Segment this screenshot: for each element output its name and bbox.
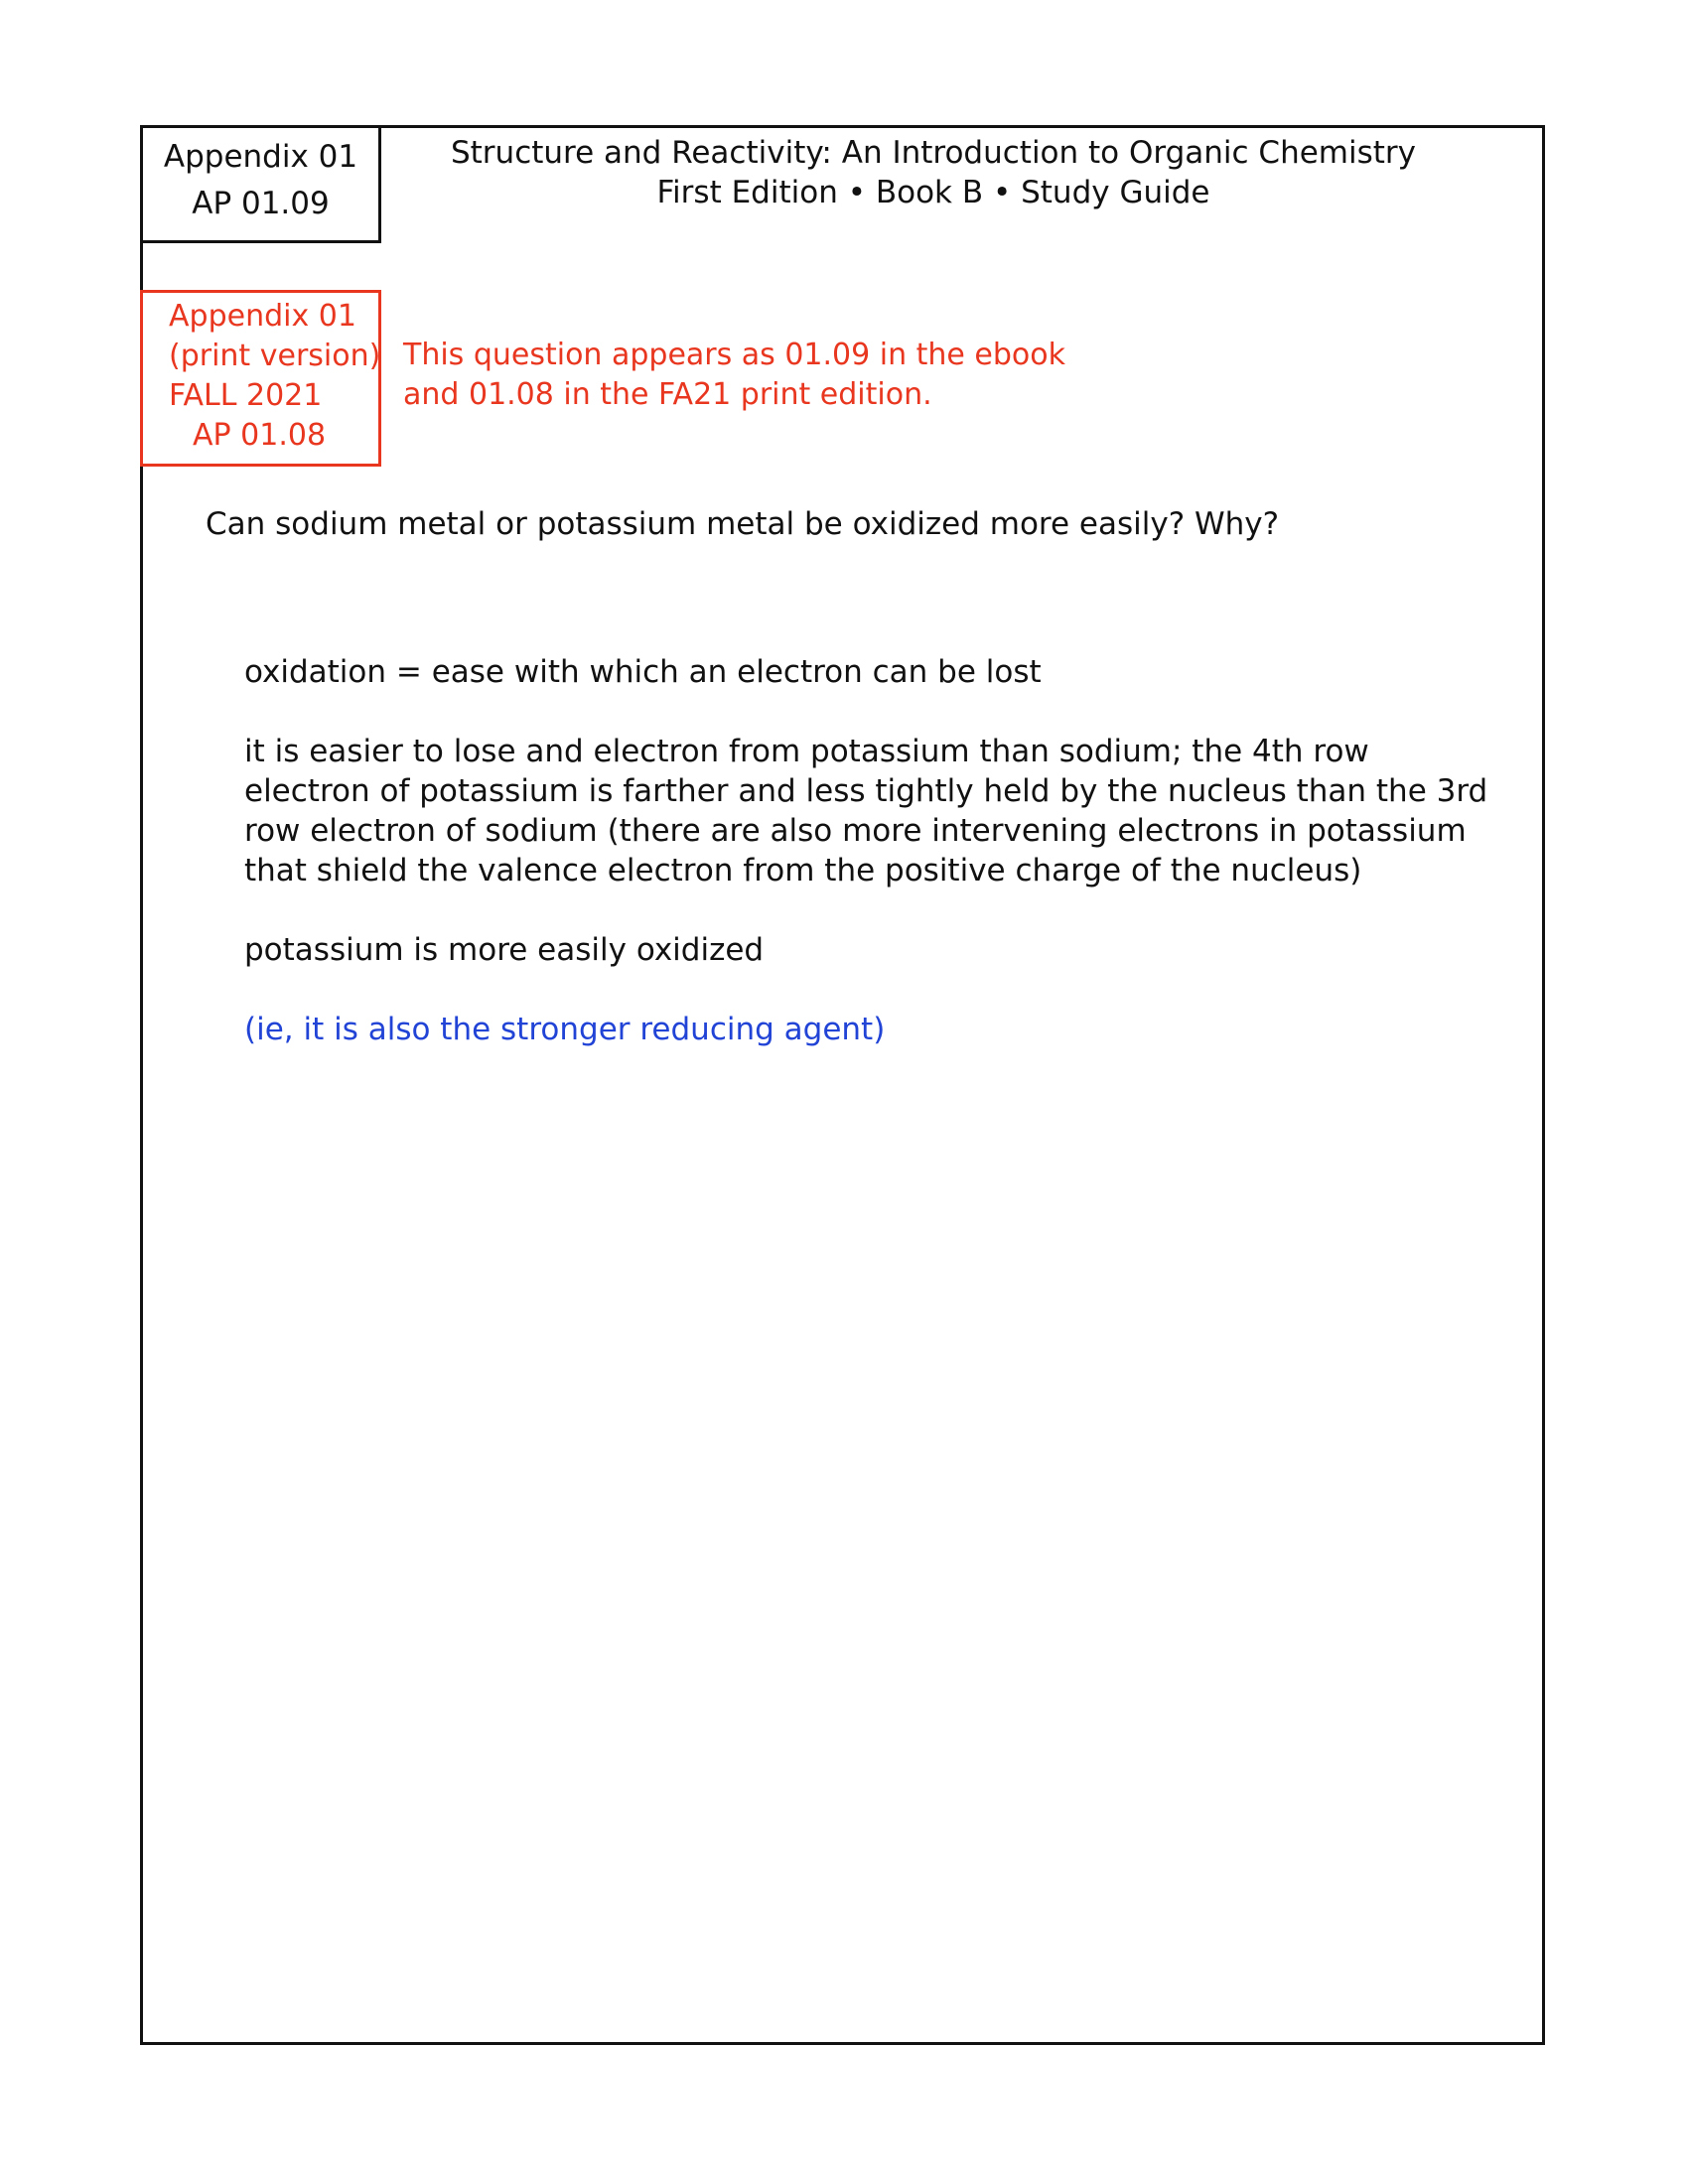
- appendix-id-box: [140, 125, 381, 243]
- appendix-code: AP 01.09: [192, 186, 330, 221]
- book-title-line-1: Structure and Reactivity: An Introduction to Organic Chemistry: [450, 135, 1417, 171]
- appendix-label: Appendix 01: [163, 139, 358, 175]
- print-version-term: FALL 2021: [169, 378, 323, 413]
- print-version-box: [140, 290, 381, 467]
- print-version-label: (print version): [169, 339, 381, 373]
- book-title: [381, 133, 1485, 212]
- print-version-code: AP 01.08: [193, 418, 327, 453]
- answer-conclusion: potassium is more easily oxidized: [244, 932, 765, 968]
- answer-definition: oxidation = ease with which an electron can be lost: [244, 654, 1042, 690]
- question-text: Can sodium metal or potassium metal be oxidized more easily? Why?: [206, 506, 1280, 542]
- print-edition-note: [403, 336, 1065, 415]
- book-title-line-2: First Edition • Book B • Study Guide: [656, 175, 1210, 210]
- print-note-line-1: This question appears as 01.09 in the ebook: [403, 338, 1066, 372]
- print-note-line-2: and 01.08 in the FA21 print edition.: [403, 377, 932, 412]
- print-version-appendix: Appendix 01: [169, 299, 356, 334]
- answer-explanation: it is easier to lose and electron from potassium than sodium; the 4th row electron of potassium is farther and less tightly held by the nucleus than the 3rd row electron of sodium (there are also more intervening electrons in potassium that shield the valence electron from the positive charge of the nucleus): [244, 734, 1488, 888]
- answer-note: (ie, it is also the stronger reducing agent): [244, 1012, 886, 1047]
